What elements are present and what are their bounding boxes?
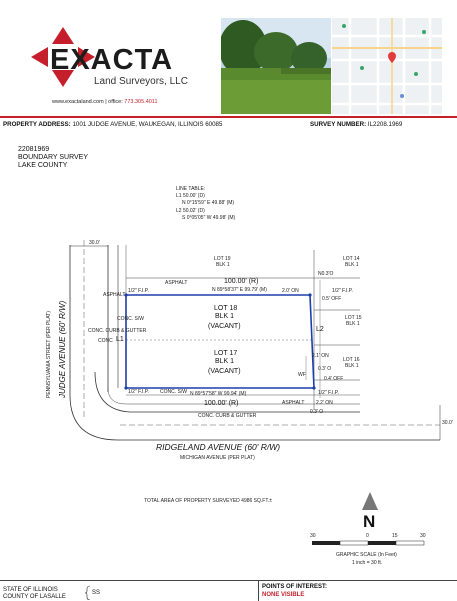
brand-subtitle: Land Surveyors, LLC xyxy=(94,76,188,87)
poi-title: POINTS OF INTEREST: xyxy=(262,584,328,590)
judge-avenue-label: JUDGE AVENUE (60' R/W) xyxy=(58,300,67,398)
lot17-status: (VACANT) xyxy=(208,368,241,375)
on-top-right: 2.0' ON xyxy=(282,288,299,294)
asphalt-bottom-label: ASPHALT xyxy=(282,400,305,406)
lot17-label: LOT 17 xyxy=(214,350,238,357)
conc-curb-bottom: CONC. CURB & GUTTER xyxy=(198,413,257,419)
conc-curb-side: CONC. CURB & GUTTER xyxy=(88,328,147,334)
lot16-block: BLK 1 xyxy=(345,363,359,369)
scale-title: GRAPHIC SCALE (In Feet) xyxy=(336,552,397,558)
off-top-right: 0.5' OFF xyxy=(322,296,342,302)
judge-width-label: 30.0' xyxy=(89,240,100,246)
lot19-block: BLK 1 xyxy=(216,262,230,268)
scale-tick-30-left: 30 xyxy=(310,533,316,539)
ridgeland-width-label: 30.0' xyxy=(442,420,453,426)
brand-name: EXACTA xyxy=(50,44,174,76)
footer-ss: SS xyxy=(92,590,101,596)
line-table-title: LINE TABLE: xyxy=(176,186,206,192)
footer xyxy=(0,580,457,601)
michigan-avenue-label: MICHIGAN AVENUE (PER PLAT) xyxy=(180,455,255,461)
lot19-label: LOT 19 xyxy=(214,256,231,262)
scale-tick-0: 0 xyxy=(366,533,369,539)
address-value: 1001 JUDGE AVENUE, WAUKEGAN, ILLINOIS 60085 xyxy=(72,121,223,128)
conc-label: CONC xyxy=(98,338,113,344)
lot14-label: LOT 14 xyxy=(343,256,360,262)
line-table-l2-measured: S 0°05'05" W 49.98' (M) xyxy=(182,215,236,221)
on-bottom-right: 2.2' ON xyxy=(316,400,333,406)
scale-ratio: 1 inch = 30 ft. xyxy=(352,560,383,566)
right-offset-2: 0.3' O xyxy=(318,366,332,372)
lot17-block: BLK 1 xyxy=(215,358,235,365)
ridgeland-avenue-label: RIDGELAND AVENUE (60' R/W) xyxy=(156,442,281,452)
county-name: LAKE COUNTY xyxy=(18,162,68,169)
poi-value: NONE VISIBLE xyxy=(262,592,305,598)
on-mid: 2.1' ON xyxy=(312,353,329,359)
fip-top-right: 1/2" F.I.P. xyxy=(332,288,353,294)
line-table-l1-measured: N 0°15'59" E 49.88' (M) xyxy=(182,200,235,206)
fip-bottom-left: 1/2" F.I.P. xyxy=(128,389,149,395)
north-arrow-icon: N xyxy=(363,512,376,531)
contact-line: www.exactaland.com | office: 773.305.4011 xyxy=(52,99,158,105)
line-table-l1-record: L1 50.00' (D) xyxy=(176,193,205,199)
asphalt-top-label: ASPHALT xyxy=(165,280,188,286)
lot18-block: BLK 1 xyxy=(215,313,235,320)
lot16-label: LOT 16 xyxy=(343,357,360,363)
office-label: office: xyxy=(108,99,123,105)
survey-number-label: SURVEY NUMBER: xyxy=(310,121,367,128)
right-offset-3: 0.3' O xyxy=(310,409,324,415)
wf-label: WF xyxy=(298,372,306,378)
off-bottom-right: 0.4' OFF xyxy=(324,376,344,382)
conc-sw-bottom: CONC. S/W xyxy=(160,389,187,395)
lot15-label: LOT 15 xyxy=(345,315,362,321)
l1-label: L1 xyxy=(116,336,124,343)
line-table-l2-record: L2 50.02' (D) xyxy=(176,208,205,214)
scale-tick-30-right: 30 xyxy=(420,533,426,539)
bottom-measured-bearing: N 89°57'58" W 99.94' (M) xyxy=(190,391,247,397)
top-record-distance: 100.00' (R) xyxy=(224,278,259,285)
scale-tick-15: 15 xyxy=(392,533,398,539)
lot15-block: BLK 1 xyxy=(346,321,360,327)
footer-divider xyxy=(258,581,259,601)
office-phone: 773.305.4011 xyxy=(124,99,158,105)
footer-state: STATE OF ILLINOIS xyxy=(3,587,58,593)
bottom-record-distance: 100.00' (R) xyxy=(204,400,239,407)
fip-top-left: 1/2" F.I.P. xyxy=(128,288,149,294)
total-area: TOTAL AREA OF PROPERTY SURVEYED 4986 SQ.FT.± xyxy=(144,498,272,504)
right-offset-1: N0.3'O xyxy=(318,271,334,277)
job-number: 22081969 xyxy=(18,146,50,153)
lot18-label: LOT 18 xyxy=(214,305,238,312)
survey-number-value: IL2208.1969 xyxy=(367,121,403,128)
lot14-block: BLK 1 xyxy=(345,262,359,268)
pennsylvania-street-label: PENNSYLVANIA STREET (PER PLAT) xyxy=(46,311,52,398)
address-label: PROPERTY ADDRESS: xyxy=(3,121,71,128)
top-measured-bearing: N 89°58'37" E 99.79' (M) xyxy=(212,287,267,293)
fip-bottom-right: 1/2" F.I.P. xyxy=(318,390,339,396)
l2-label: L2 xyxy=(316,326,324,333)
asphalt-side-label: ASPHALT xyxy=(103,292,126,298)
survey-type: BOUNDARY SURVEY xyxy=(18,154,89,161)
footer-county: COUNTY OF LASALLE xyxy=(3,594,66,600)
lot18-status: (VACANT) xyxy=(208,323,241,330)
website[interactable]: www.exactaland.com xyxy=(52,99,104,105)
conc-sw-side: CONC. S/W xyxy=(117,316,144,322)
